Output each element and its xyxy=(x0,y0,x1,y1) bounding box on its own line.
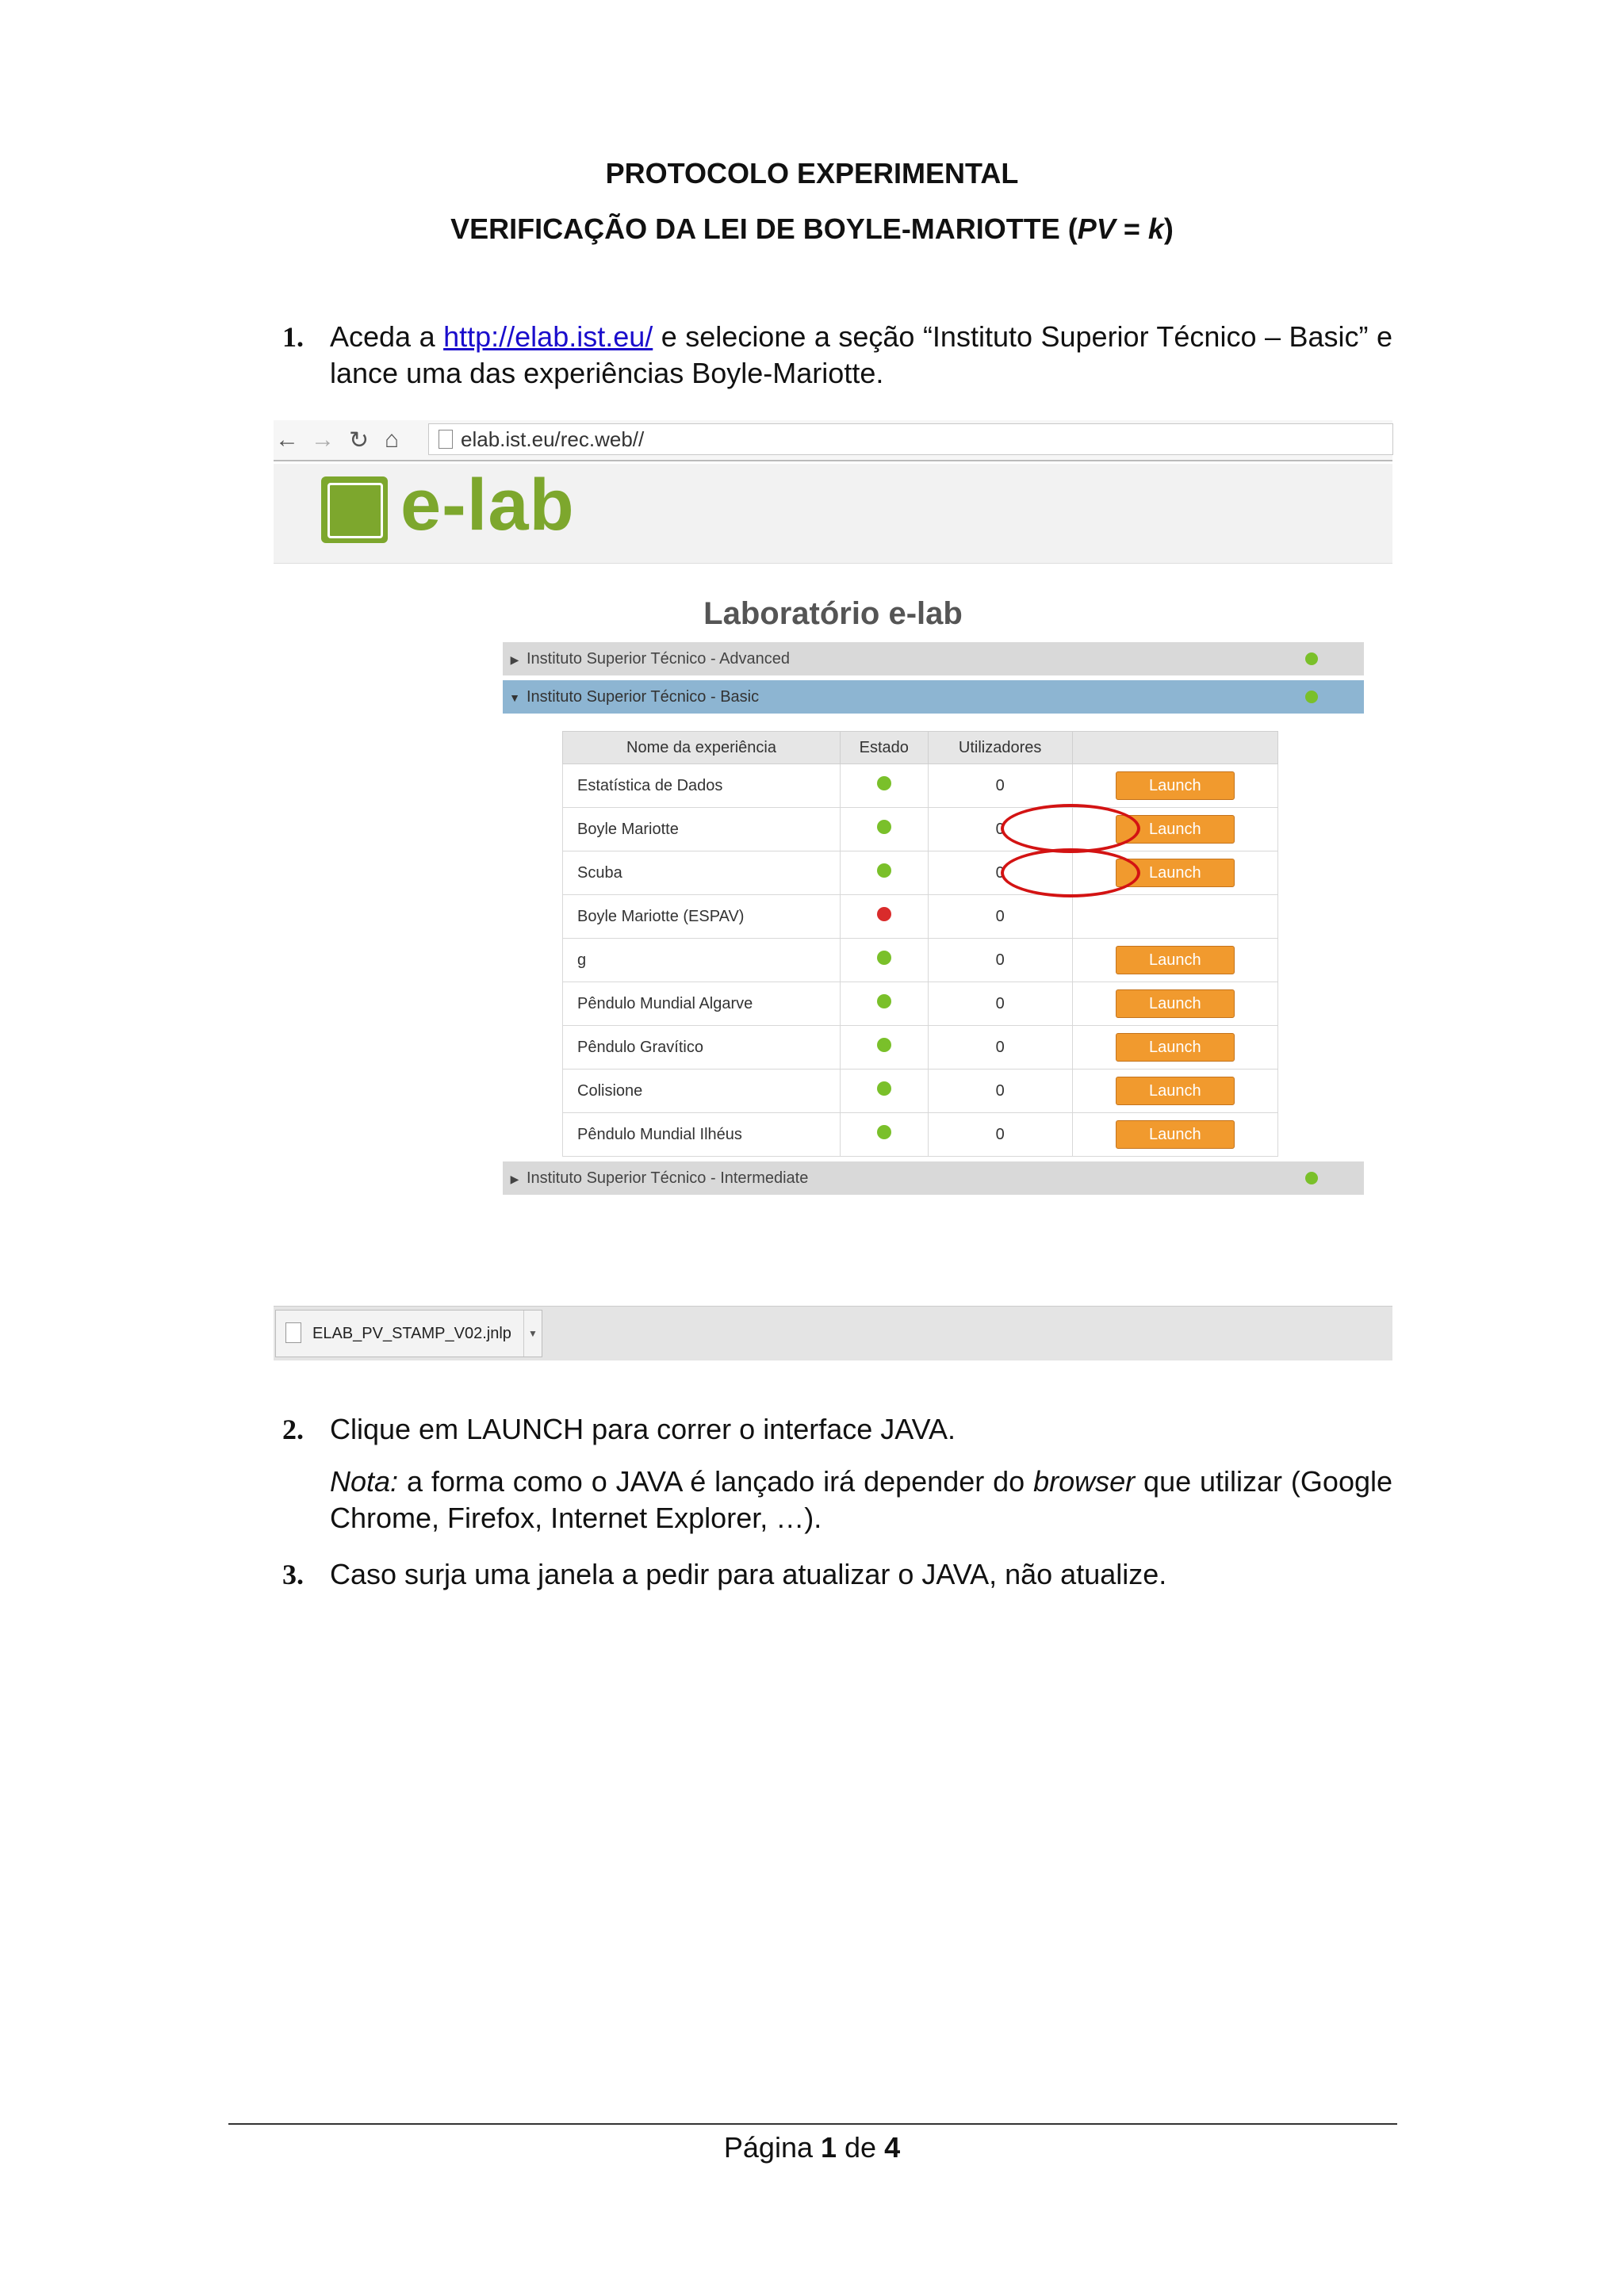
table-row xyxy=(563,1070,1278,1113)
action-cell xyxy=(1072,982,1277,1026)
status-dot xyxy=(1305,1172,1318,1184)
users-count: 0 xyxy=(928,764,1072,808)
footer-pre: Página xyxy=(723,2131,821,2164)
chevron-down-icon[interactable]: ▼ xyxy=(523,1311,542,1357)
experiments-table xyxy=(562,731,1278,1157)
launch-button[interactable]: Launch xyxy=(1116,859,1235,887)
atom-logo-icon xyxy=(321,476,388,543)
highlight-circle xyxy=(1001,804,1140,853)
table-row xyxy=(563,1113,1278,1157)
section-advanced-label: Instituto Superior Técnico - Advanced xyxy=(527,650,791,668)
experiment-name: Estatística de Dados xyxy=(563,764,841,808)
action-cell xyxy=(1072,1026,1277,1070)
table-header xyxy=(563,732,1278,764)
footer-divider xyxy=(228,2123,1397,2125)
section-intermediate-label: Instituto Superior Técnico - Intermediate xyxy=(527,1169,809,1187)
browser-toolbar xyxy=(274,420,1392,461)
experiment-name: Scuba xyxy=(563,851,841,895)
document-title: PROTOCOLO EXPERIMENTAL xyxy=(605,157,1019,189)
address-bar[interactable] xyxy=(428,423,1393,455)
home-icon[interactable]: ⌂ xyxy=(385,427,400,453)
col-status: Estado xyxy=(841,732,929,764)
status-led-icon xyxy=(877,863,891,878)
col-users: Utilizadores xyxy=(928,732,1072,764)
forward-arrow-icon[interactable]: → xyxy=(311,427,335,453)
elab-link[interactable]: http://elab.ist.eu/ xyxy=(443,320,653,353)
formula-k: k xyxy=(1147,212,1164,245)
back-arrow-icon[interactable]: ← xyxy=(275,427,299,453)
action-cell xyxy=(1072,939,1277,982)
step-1-text-pre: Aceda a xyxy=(330,320,444,353)
status-cell xyxy=(841,808,929,851)
table-row xyxy=(563,895,1278,939)
current-page: 1 xyxy=(821,2131,837,2164)
step-text: Clique em LAUNCH para correr o interface JAVA. xyxy=(330,1413,956,1445)
download-item[interactable] xyxy=(275,1310,542,1357)
status-cell xyxy=(841,851,929,895)
launch-button[interactable]: Launch xyxy=(1116,1077,1235,1105)
chevron-down-icon: ▼ xyxy=(509,691,520,704)
col-action xyxy=(1072,732,1277,764)
note-text-post: que utilizar (Google Chrome, Firefox, Internet Explorer, …). xyxy=(330,1465,1393,1534)
users-count: 0 xyxy=(928,895,1072,939)
table-row xyxy=(563,764,1278,808)
note-label: Nota: xyxy=(330,1465,399,1498)
table-row xyxy=(563,808,1278,851)
formula-equals: = xyxy=(1115,212,1148,245)
section-basic-label: Instituto Superior Técnico - Basic xyxy=(527,688,760,706)
launch-button[interactable]: Launch xyxy=(1116,1033,1235,1062)
subtitle-suffix: ) xyxy=(1163,212,1174,245)
file-icon xyxy=(285,1322,301,1343)
download-bar xyxy=(274,1306,1392,1360)
footer-mid: de xyxy=(837,2131,885,2164)
status-cell xyxy=(841,982,929,1026)
launch-button[interactable]: Launch xyxy=(1116,815,1235,844)
page-icon xyxy=(439,430,453,449)
table-row xyxy=(563,982,1278,1026)
status-dot xyxy=(1305,691,1318,703)
status-led-icon xyxy=(877,776,891,790)
status-led-icon xyxy=(877,951,891,965)
action-cell xyxy=(1072,764,1277,808)
reload-icon[interactable]: ↻ xyxy=(349,427,370,453)
formula-pv: PV xyxy=(1077,212,1116,245)
col-name: Nome da experiência xyxy=(563,732,841,764)
subtitle-prefix: VERIFICAÇÃO DA LEI DE BOYLE-MARIOTTE ( xyxy=(450,212,1078,245)
action-cell xyxy=(1072,1113,1277,1157)
experiment-name: Boyle Mariotte xyxy=(563,808,841,851)
elab-logo-text: e-lab xyxy=(400,465,575,545)
launch-button[interactable]: Launch xyxy=(1116,946,1235,974)
experiment-name: Pêndulo Mundial Ilhéus xyxy=(563,1113,841,1157)
users-count: 0 xyxy=(928,1070,1072,1113)
status-led-icon xyxy=(877,1081,891,1096)
status-cell xyxy=(841,1113,929,1157)
users-count: 0 xyxy=(928,939,1072,982)
elab-header xyxy=(274,464,1392,564)
lab-title: Laboratório e-lab xyxy=(703,596,963,631)
step-1-text-post: e selecione a seção “Instituto Superior Técnico – Basic” e lance uma das experiências Boyle-Mariotte. xyxy=(330,320,1393,389)
step-text: Caso surja uma janela a pedir para atualizar o JAVA, não atualize. xyxy=(330,1558,1167,1590)
status-led-icon xyxy=(877,994,891,1008)
note-text-pre: a forma como o JAVA é lançado irá depender do xyxy=(398,1465,1034,1498)
action-cell xyxy=(1072,1070,1277,1113)
status-cell xyxy=(841,764,929,808)
experiment-name: Pêndulo Mundial Algarve xyxy=(563,982,841,1026)
section-basic[interactable] xyxy=(503,680,1364,714)
step-2-note xyxy=(282,1464,1392,1536)
status-led-icon xyxy=(877,1125,891,1139)
chevron-right-icon: ▶ xyxy=(510,653,519,666)
status-cell xyxy=(841,939,929,982)
experiment-name: Pêndulo Gravítico xyxy=(563,1026,841,1070)
users-count: 0 xyxy=(928,808,1072,851)
document-subtitle xyxy=(0,212,1624,246)
download-filename: ELAB_PV_STAMP_V02.jnlp xyxy=(312,1325,511,1342)
status-cell xyxy=(841,1026,929,1070)
step-2 xyxy=(282,1411,1392,1448)
launch-button[interactable]: Launch xyxy=(1116,989,1235,1018)
total-pages: 4 xyxy=(884,2131,901,2164)
table-row xyxy=(563,851,1278,895)
step-number: 2. xyxy=(282,1414,304,1445)
users-count: 0 xyxy=(928,1113,1072,1157)
status-cell xyxy=(841,895,929,939)
note-text xyxy=(330,1464,1392,1536)
status-dot xyxy=(1305,652,1318,665)
users-count: 0 xyxy=(928,1026,1072,1070)
browser-screenshot xyxy=(274,420,1392,1360)
status-cell xyxy=(841,1070,929,1113)
chevron-right-icon: ▶ xyxy=(510,1173,519,1185)
users-count: 0 xyxy=(928,982,1072,1026)
step-number: 1. xyxy=(282,321,304,353)
note-browser-word: browser xyxy=(1033,1465,1136,1498)
experiment-name: g xyxy=(563,939,841,982)
section-intermediate[interactable] xyxy=(503,1161,1364,1195)
launch-button[interactable]: Launch xyxy=(1116,1120,1235,1149)
highlight-circle xyxy=(1001,848,1140,897)
users-count: 0 xyxy=(928,851,1072,895)
page-footer xyxy=(0,2131,1624,2164)
step-number: 3. xyxy=(282,1559,304,1590)
address-text: elab.ist.eu/rec.web// xyxy=(461,427,645,451)
table-row xyxy=(563,1026,1278,1070)
experiment-name: Boyle Mariotte (ESPAV) xyxy=(563,895,841,939)
action-cell xyxy=(1072,895,1277,939)
status-led-icon xyxy=(877,907,891,921)
step-3 xyxy=(282,1556,1392,1593)
step-text xyxy=(330,319,1392,392)
status-led-icon xyxy=(877,1038,891,1052)
experiment-name: Colisione xyxy=(563,1070,841,1113)
table-row xyxy=(563,939,1278,982)
step-1 xyxy=(282,319,1392,392)
section-advanced[interactable] xyxy=(503,642,1364,675)
status-led-icon xyxy=(877,820,891,834)
launch-button[interactable]: Launch xyxy=(1116,771,1235,800)
